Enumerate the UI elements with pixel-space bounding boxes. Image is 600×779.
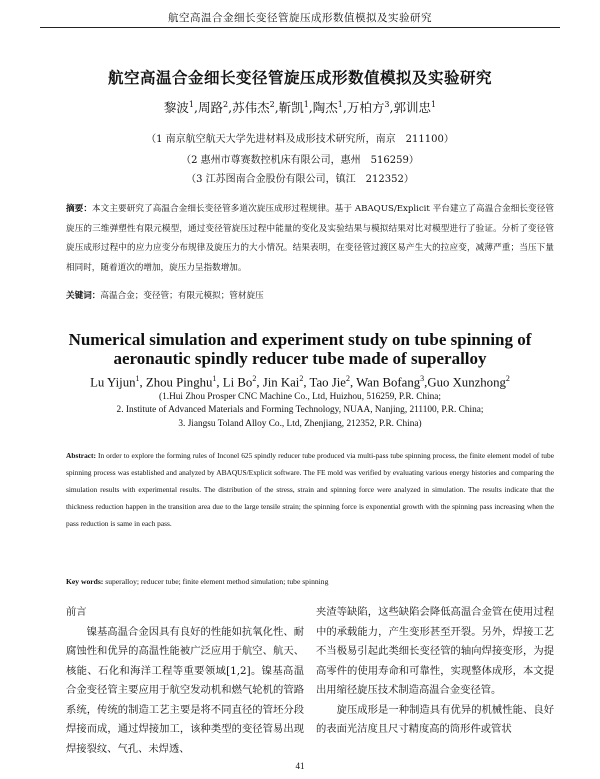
en-author: Jin Kai: [262, 375, 300, 390]
en-affiliation-2: 2. Institute of Advanced Materials and Forming Technology, NUAA, Nanjing, 211100, P.R. China;: [116, 405, 484, 416]
cn-author: 万柏方: [346, 100, 385, 115]
cn-abstract-text: 本文主要研究了高温合金细长变径管多道次旋压成形过程规律。基于 ABAQUS/Explicit 平台建立了高温合金细长变径管旋压的三维弹塑性有限元模型，通过变径管旋压过程中能量的变化及实验结果与模拟结果对比对模型进行了验证。分析了变径管旋压成形过程中的应力应变分布规律及旋压力的大小情况。结果表明，在变径管过渡区易产生大的拉应变，减薄严重；当压下量相同时，随着道次的增加，旋压力呈指数增加。: [66, 204, 554, 273]
en-author: Li Bo: [222, 375, 253, 390]
header-rule: [40, 27, 560, 28]
en-author-sup: 2: [252, 374, 257, 383]
en-title-line-2: aeronautic spindly reducer tube made of superalloy: [113, 349, 487, 368]
cn-author: 陶杰: [312, 100, 338, 115]
body-paragraph: 镍基高温合金因具有良好的性能如抗氧化性、耐腐蚀性和优异的高温性能被广泛应用于航空、航天、核能、石化和海洋工程等重要领域[1,2]。镍基高温合金变径管主要应用于航空发动机和燃气轮机的管路系统，传统的制造工艺主要是将不同直径的管坯分段焊接而成，通过焊接加工，该种类型的变径管易出现焊接裂纹、气孔、未焊透、: [66, 625, 304, 755]
en-title-line-1: Numerical simulation and experiment study on tube spinning of: [68, 330, 532, 349]
cn-author-sup: 2: [223, 99, 229, 109]
cn-author-sup: 1: [430, 99, 437, 109]
en-abstract-text: In order to explore the forming rules of Inconel 625 spindly reducer tube produced via multi-pass tube spinning process, the finite element model of tube spinning process was established and analyzed by ABAQUS/Explicit software. The FE mold was verified by evaluating various energy histories and comparing the simulation results with experimental results. The distribution of the stress, strain and spinning force were analyzed in simulation. The results indicate that the thickness reduction happen in the transition area due to the large tensile strain; the spinning force is exponential growth with the spinning pass increasing when the pass reduction is same in each pass.: [66, 451, 554, 528]
en-abstract-label: Abstract:: [66, 451, 96, 460]
cn-abstract: [66, 200, 554, 278]
body-paragraph: 夹渣等缺陷，这些缺陷会降低高温合金管在使用过程中的承载能力，产生变形甚至开裂。另外，焊接工艺不当极易引起此类细长变径管的轴向焊接变形，为提高零件的使用寿命和可靠性，实现整体成形，本文提出用缩径旋压技术制造高温合金变径管。: [316, 606, 554, 696]
cn-affiliation-3: （3 江苏图南合金股份有限公司，镇江 212352）: [186, 174, 414, 185]
cn-author: 靳凯: [278, 100, 304, 115]
en-author-sup: 2: [505, 374, 510, 383]
body-paragraph: 旋压成形是一种制造具有优异的机械性能、良好的表面光洁度且尺寸精度高的筒形件或管状: [316, 703, 554, 735]
en-author-sup: 3: [420, 374, 425, 383]
en-author-sup: 1: [135, 374, 140, 383]
en-keywords: [66, 577, 554, 586]
cn-author-sup: 1: [188, 99, 195, 109]
cn-author-sup: 2: [269, 99, 275, 109]
en-keywords-text: superalloy; reducer tube; finite element method simulation; tube spinning: [105, 577, 329, 586]
en-author: Tao Jie: [309, 375, 346, 390]
en-author: Wan Bofang: [356, 375, 421, 390]
cn-keywords-text: 高温合金；变径管；有限元模拟；管材旋压: [100, 291, 264, 301]
cn-keywords-label: 关键词：: [66, 291, 101, 301]
en-title: [40, 330, 560, 368]
body-column-left: [66, 603, 304, 759]
section-heading: 前言: [66, 606, 87, 618]
cn-author-sup: 1: [337, 99, 343, 109]
en-affiliation-1: (1.Hui Zhou Prosper CNC Machine Co., Ltd, Huizhou, 516259, P.R. China;: [159, 392, 441, 402]
cn-title: 航空高温合金细长变径管旋压成形数值模拟及实验研究: [107, 69, 492, 87]
en-authors: Lu Yijun$^1$, Zhou Pinghu$^1$, Li Bo$^2$, Jin Kai$^2$, Tao Jie$^2$, Wan Bofang$^3$,Guo Xunzhong$^2$: [90, 374, 510, 390]
en-author: Guo Xunzhong: [427, 375, 506, 390]
en-author: Lu Yijun: [90, 375, 136, 390]
body-column-right: [316, 603, 554, 740]
en-abstract: [66, 447, 554, 532]
cn-author: 黎波: [163, 100, 189, 115]
en-affiliations: [40, 391, 560, 431]
cn-affiliation-2: （2 惠州市尊赛数控机床有限公司，惠州 516259）: [181, 155, 419, 166]
cn-author: 苏伟杰: [232, 100, 270, 115]
cn-author: 郭训忠: [393, 100, 431, 115]
running-head: 航空高温合金细长变径管旋压成形数值模拟及实验研究: [168, 12, 432, 24]
cn-authors: 黎波$^1$,周路$^2$,苏伟杰$^2$,靳凯$^1$,陶杰$^1$,万柏方$^3$,郭训忠$^1$: [163, 99, 437, 115]
en-affiliation-3: 3. Jiangsu Toland Alloy Co., Ltd, Zhenjiang, 212352, P.R. China): [178, 418, 422, 429]
page-number: 41: [295, 761, 305, 771]
cn-abstract-label: 摘要：: [66, 204, 93, 214]
en-keywords-label: Key words:: [66, 577, 104, 586]
cn-author-sup: 1: [303, 99, 309, 109]
cn-author-sup: 3: [384, 99, 390, 109]
cn-author: 周路: [198, 100, 224, 115]
en-author-sup: 1: [212, 374, 217, 383]
en-author-sup: 2: [345, 374, 350, 383]
cn-affiliation-1: （1 南京航空航天大学先进材料及成形技术研究所，南京 211100）: [146, 134, 454, 145]
en-author: Zhou Pinghu: [145, 375, 213, 390]
en-author-sup: 2: [299, 374, 304, 383]
cn-keywords: [66, 289, 554, 301]
